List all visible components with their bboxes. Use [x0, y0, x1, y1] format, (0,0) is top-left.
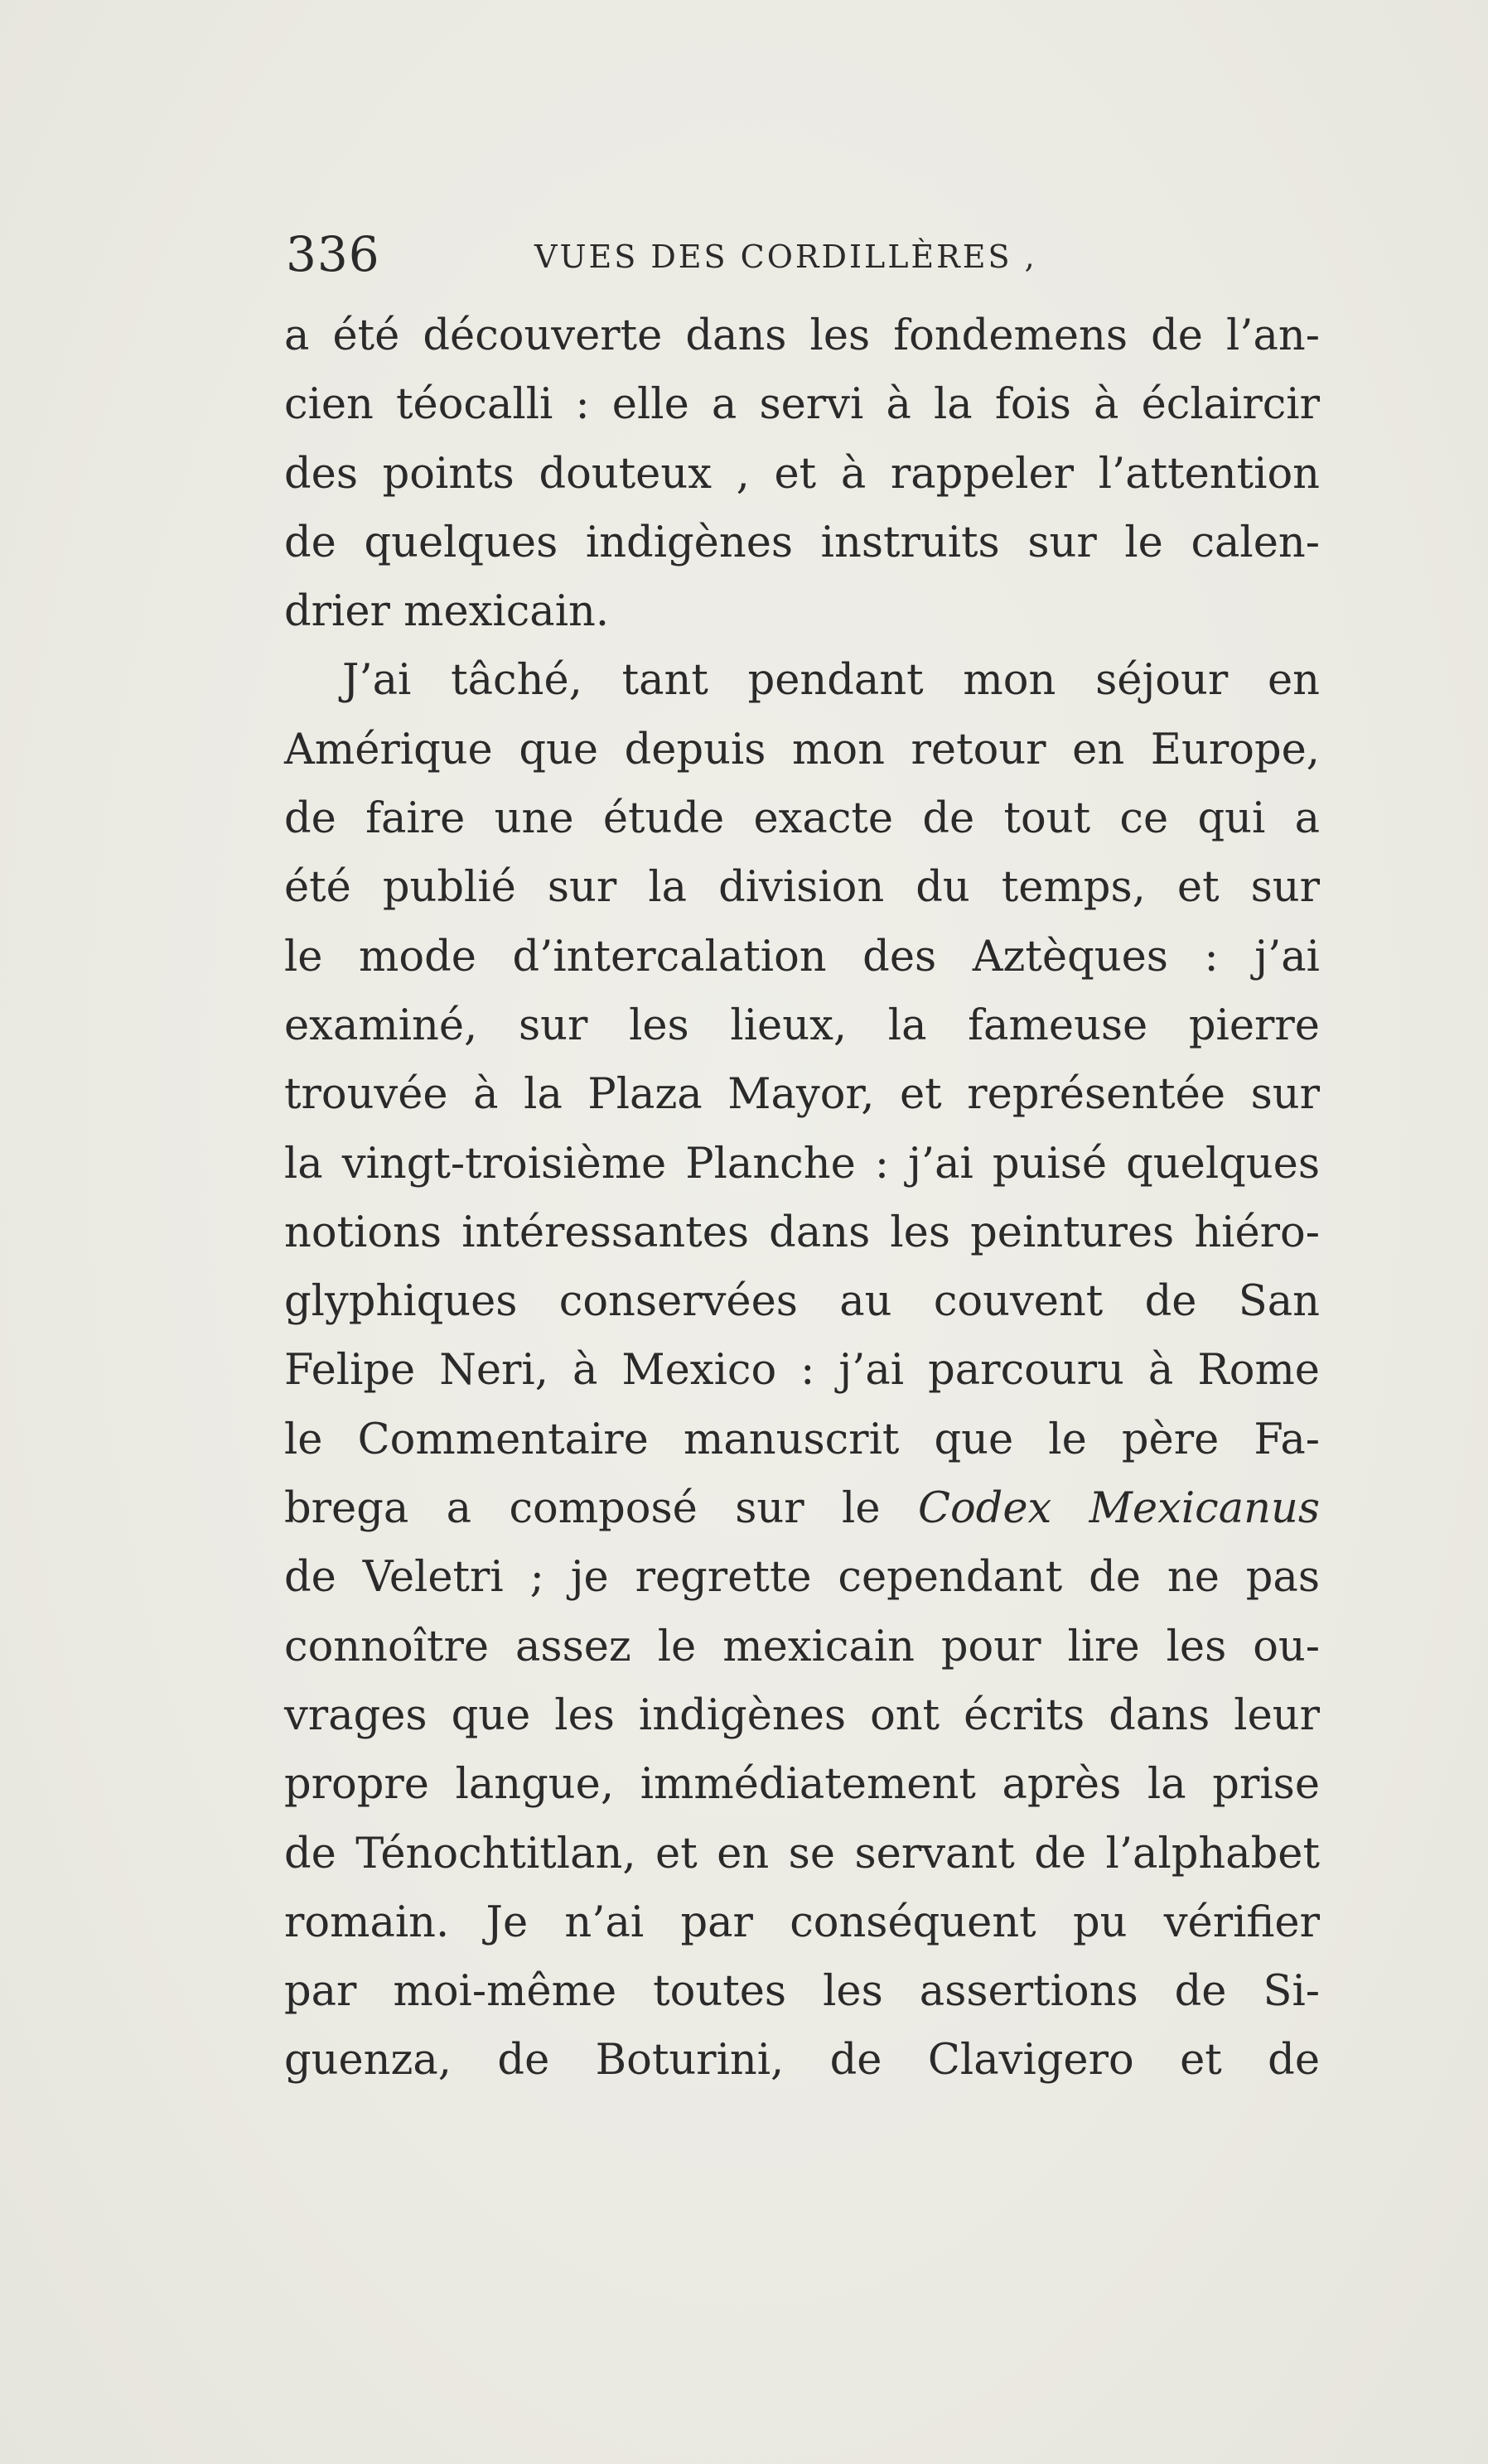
text-line: de faire une étude exacte de tout ce qui a — [284, 794, 1320, 844]
text-line: des points douteux , et à rappeler l’attention — [284, 449, 1320, 499]
text-line: vrages que les indigènes ont écrits dans leur — [284, 1690, 1320, 1740]
text-line: notions intéressantes dans les peintures hiéro- — [284, 1208, 1320, 1257]
text-line: a été découverte dans les fondemens de l’an- — [284, 311, 1320, 360]
text-line: par moi-même toutes les assertions de Si- — [284, 1967, 1320, 2017]
text-line-with-italic — [284, 1474, 1320, 1543]
text-line: Felipe Neri, à Mexico : j’ai parcouru à Rome — [284, 1346, 1320, 1396]
text-line: guenza, de Boturini, de Clavigero et de — [284, 2036, 1320, 2085]
text-segment: brega a composé sur le — [284, 1484, 881, 1534]
paragraph-first-line: J’ai tâché, tant pendant mon séjour en — [342, 656, 1320, 706]
page-number: 336 — [286, 226, 380, 282]
text-line: trouvée à la Plaza Mayor, et représentée sur — [284, 1070, 1320, 1120]
text-line: de Veletri ; je regrette cependant de ne pas — [284, 1553, 1320, 1603]
text-line: drier mexicain. — [284, 587, 610, 637]
running-head: VUES DES CORDILLÈRES , — [534, 239, 1037, 275]
text-line: examiné, sur les lieux, la fameuse pierre — [284, 1001, 1320, 1050]
text-line: le mode d’intercalation des Aztèques : j’ai — [284, 932, 1320, 981]
text-line: connoître assez le mexicain pour lire les ou- — [284, 1622, 1320, 1671]
text-line: de Ténochtitlan, et en se servant de l’alphabet — [284, 1829, 1320, 1878]
text-line: cien téocalli : elle a servi à la fois à éclaircir — [284, 380, 1320, 430]
text-line: de quelques indigènes instruits sur le calen- — [284, 518, 1320, 567]
text-line: la vingt-troisième Planche : j’ai puisé quelques — [284, 1139, 1320, 1189]
text-line: romain. Je n’ai par conséquent pu vérifier — [284, 1897, 1320, 1947]
text-line: le Commentaire manuscrit que le père Fa- — [284, 1415, 1320, 1464]
page-header — [286, 225, 1114, 283]
text-line: propre langue, immédiatement après la prise — [284, 1760, 1320, 1810]
italic-title: Codex Mexicanus — [917, 1484, 1320, 1534]
text-line: glyphiques conservées au couvent de San — [284, 1277, 1320, 1327]
text-line: Amérique que depuis mon retour en Europe, — [284, 725, 1320, 774]
body-text — [284, 301, 1320, 2095]
text-line: été publié sur la division du temps, et sur — [284, 863, 1320, 913]
